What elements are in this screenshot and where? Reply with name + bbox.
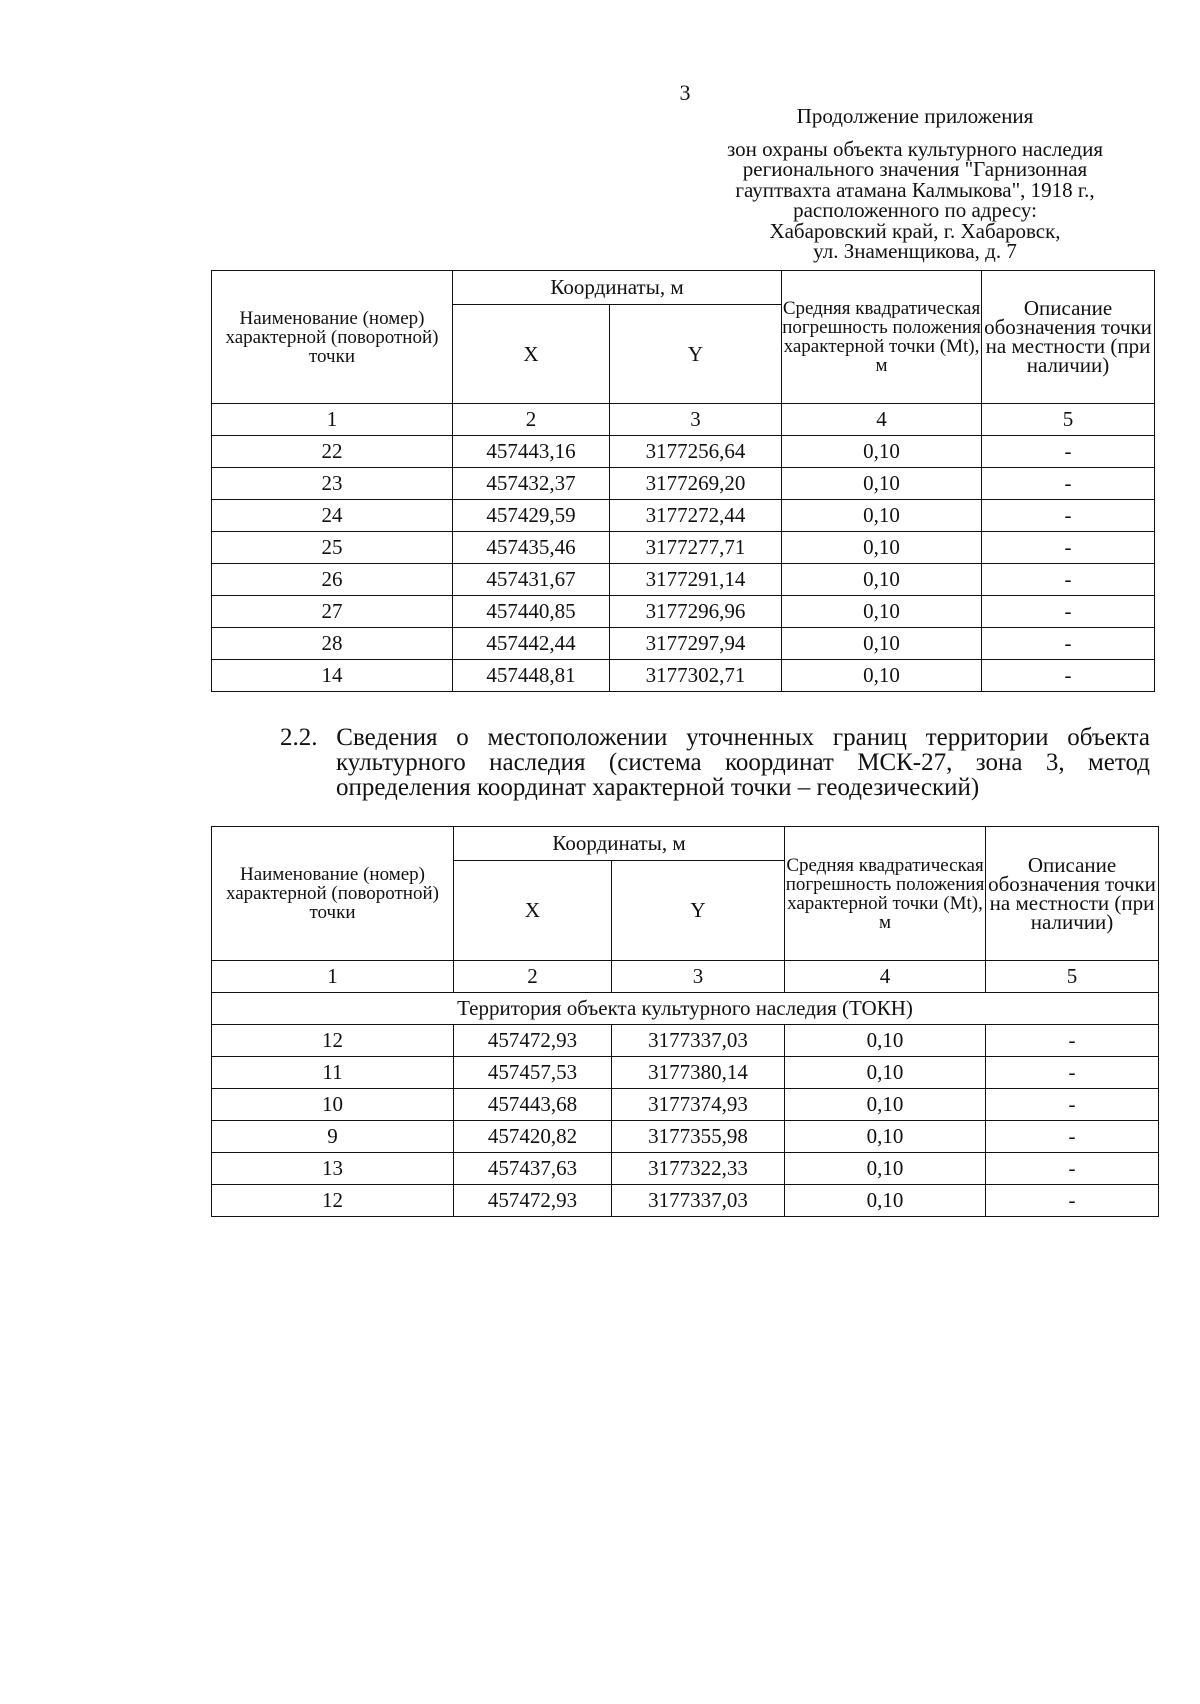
x-coordinate-cell: 457448,81 [453, 660, 610, 692]
y-coordinate-cell: 3177302,71 [610, 660, 782, 692]
point-number-cell: 26 [212, 564, 453, 596]
column-number: 3 [612, 961, 785, 993]
error-cell: 0,10 [785, 1153, 986, 1185]
y-coordinate-cell: 3177256,64 [610, 436, 782, 468]
description-cell: - [982, 500, 1155, 532]
point-number-cell: 25 [212, 532, 453, 564]
x-coordinate-cell: 457442,44 [453, 628, 610, 660]
description-cell: - [982, 436, 1155, 468]
header-line: ул. Знаменщикова, д. 7 [813, 239, 1017, 263]
error-cell: 0,10 [782, 500, 982, 532]
point-number-cell: 24 [212, 500, 453, 532]
error-cell: 0,10 [785, 1057, 986, 1089]
header-line: регионального значения "Гарнизонная [742, 157, 1088, 181]
table-row [212, 1153, 1159, 1185]
error-cell: 0,10 [785, 1025, 986, 1057]
column-number: 3 [610, 404, 782, 436]
coordinates-table-2 [211, 826, 1159, 1217]
description-cell: - [982, 628, 1155, 660]
x-coordinate-cell: 457429,59 [453, 500, 610, 532]
table-row [212, 532, 1155, 564]
point-number-cell: 22 [212, 436, 453, 468]
description-cell: - [986, 1089, 1159, 1121]
column-number: 1 [212, 404, 453, 436]
x-coordinate-cell: 457457,53 [454, 1057, 612, 1089]
header-line: расположенного по адресу: [793, 198, 1037, 222]
x-coordinate-cell: 457472,93 [454, 1185, 612, 1217]
table-row [212, 564, 1155, 596]
territory-subheader: Территория объекта культурного наследия (ТОКН) [212, 993, 1159, 1025]
error-cell: 0,10 [782, 436, 982, 468]
x-coordinate-cell: 457432,37 [453, 468, 610, 500]
description-cell: - [982, 564, 1155, 596]
y-coordinate-cell: 3177296,96 [610, 596, 782, 628]
header-y: Y [610, 305, 782, 404]
point-number-cell: 28 [212, 628, 453, 660]
y-coordinate-cell: 3177337,03 [612, 1185, 785, 1217]
description-cell: - [986, 1025, 1159, 1057]
table-row [212, 628, 1155, 660]
y-coordinate-cell: 3177374,93 [612, 1089, 785, 1121]
error-cell: 0,10 [785, 1121, 986, 1153]
column-number: 4 [782, 404, 982, 436]
error-cell: 0,10 [782, 660, 982, 692]
header-point-name: Наименование (номер) характерной (поворотной) точки [212, 827, 454, 961]
table-row [212, 660, 1155, 692]
header-line: зон охраны объекта культурного наследия [726, 136, 1104, 161]
header-coordinates: Координаты, м [454, 827, 785, 861]
table-row [212, 468, 1155, 500]
section-title-line: культурного наследия (система координат МСК-27, зона 3, метод [336, 749, 1150, 776]
description-cell: - [986, 1057, 1159, 1089]
x-coordinate-cell: 457435,46 [453, 532, 610, 564]
column-number: 2 [454, 961, 612, 993]
x-coordinate-cell: 457431,67 [453, 564, 610, 596]
error-cell: 0,10 [785, 1185, 986, 1217]
description-cell: - [982, 596, 1155, 628]
point-number-cell: 13 [212, 1153, 454, 1185]
point-number-cell: 11 [212, 1057, 454, 1089]
table-row [212, 436, 1155, 468]
column-number: 5 [986, 961, 1159, 993]
error-cell: 0,10 [782, 532, 982, 564]
x-coordinate-cell: 457437,63 [454, 1153, 612, 1185]
table-row [212, 1185, 1159, 1217]
description-cell: - [986, 1185, 1159, 1217]
point-number-cell: 12 [212, 1185, 454, 1217]
point-number-cell: 27 [212, 596, 453, 628]
column-number: 4 [785, 961, 986, 993]
y-coordinate-cell: 3177269,20 [610, 468, 782, 500]
error-cell: 0,10 [782, 468, 982, 500]
point-number-cell: 9 [212, 1121, 454, 1153]
header-x: X [453, 305, 610, 404]
table-row [212, 1025, 1159, 1057]
x-coordinate-cell: 457443,16 [453, 436, 610, 468]
section-title-line: 2.2. Сведения о местоположении уточненных границ территории объекта [280, 724, 1150, 751]
description-cell: - [986, 1153, 1159, 1185]
table-row [212, 1121, 1159, 1153]
header-description: Описание обозначения точки на местности (при наличии) [986, 827, 1159, 961]
y-coordinate-cell: 3177291,14 [610, 564, 782, 596]
x-coordinate-cell: 457472,93 [454, 1025, 612, 1057]
error-cell: 0,10 [782, 596, 982, 628]
description-cell: - [982, 468, 1155, 500]
y-coordinate-cell: 3177337,03 [612, 1025, 785, 1057]
header-line: Хабаровский край, г. Хабаровск, [769, 218, 1061, 243]
description-cell: - [982, 660, 1155, 692]
y-coordinate-cell: 3177380,14 [612, 1057, 785, 1089]
header-error: Средняя квадратическая погрешность положения характерной точки (Mt), м [782, 271, 982, 404]
x-coordinate-cell: 457443,68 [454, 1089, 612, 1121]
x-coordinate-cell: 457420,82 [454, 1121, 612, 1153]
coordinates-table-1 [211, 270, 1155, 692]
section-title-line: определения координат характерной точки – геодезический) [336, 774, 980, 801]
point-number-cell: 14 [212, 660, 453, 692]
header-point-name: Наименование (номер) характерной (поворотной) точки [212, 271, 453, 404]
point-number-cell: 12 [212, 1025, 454, 1057]
header-error: Средняя квадратическая погрешность положения характерной точки (Mt), м [785, 827, 986, 961]
column-number: 1 [212, 961, 454, 993]
error-cell: 0,10 [785, 1089, 986, 1121]
header-coordinates: Координаты, м [453, 271, 782, 305]
table-row [212, 596, 1155, 628]
point-number-cell: 23 [212, 468, 453, 500]
section-title [280, 725, 1150, 800]
y-coordinate-cell: 3177297,94 [610, 628, 782, 660]
column-number: 2 [453, 404, 610, 436]
error-cell: 0,10 [782, 564, 982, 596]
y-coordinate-cell: 3177355,98 [612, 1121, 785, 1153]
page-number: 3 [679, 80, 691, 105]
y-coordinate-cell: 3177322,33 [612, 1153, 785, 1185]
column-number: 5 [982, 404, 1155, 436]
error-cell: 0,10 [782, 628, 982, 660]
table-row [212, 500, 1155, 532]
table-row [212, 1057, 1159, 1089]
description-cell: - [986, 1121, 1159, 1153]
header-x: X [454, 861, 612, 961]
point-number-cell: 10 [212, 1089, 454, 1121]
y-coordinate-cell: 3177272,44 [610, 500, 782, 532]
x-coordinate-cell: 457440,85 [453, 596, 610, 628]
header-line: гауптвахта атамана Калмыкова", 1918 г., [735, 177, 1095, 202]
y-coordinate-cell: 3177277,71 [610, 532, 782, 564]
header-description: Описание обозначения точки на местности (при наличии) [982, 271, 1155, 404]
table-row [212, 1089, 1159, 1121]
description-cell: - [982, 532, 1155, 564]
header-y: Y [612, 861, 785, 961]
appendix-header [685, 106, 1145, 262]
header-line: Продолжение приложения [796, 104, 1034, 128]
